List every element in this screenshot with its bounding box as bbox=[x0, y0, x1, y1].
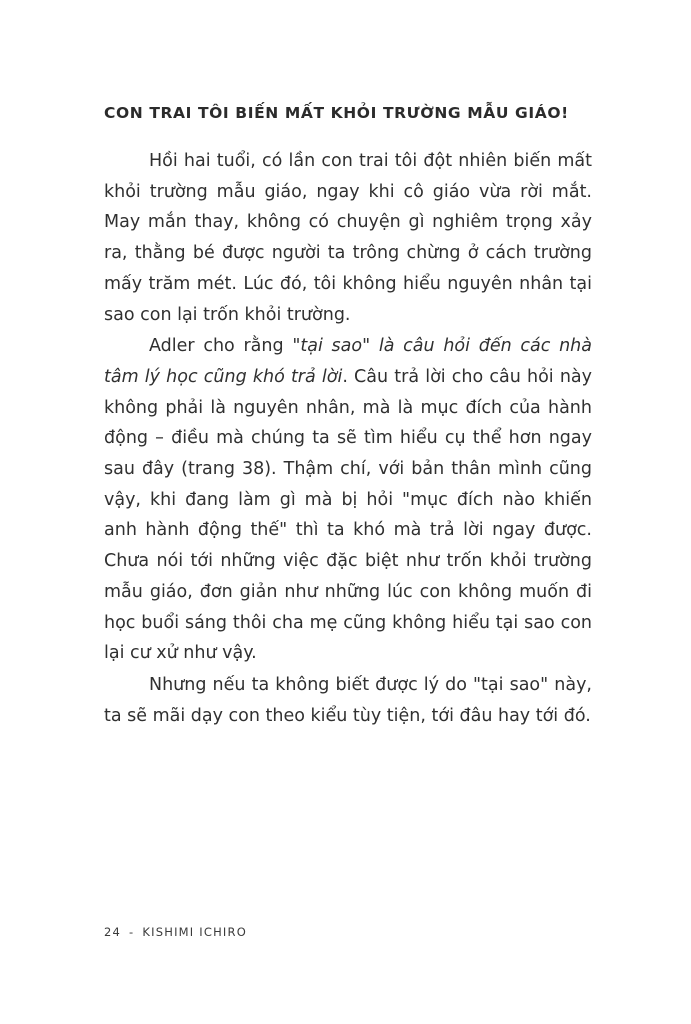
paragraph-2-italic: "tại sao" là câu hỏi đến các nhà tâm lý học cũng khó trả lời bbox=[104, 336, 592, 387]
paragraph-2-start: Adler cho rằng bbox=[149, 336, 293, 357]
body-text bbox=[104, 146, 592, 731]
paragraph-1: Hồi hai tuổi, có lần con trai tôi đột nhiên biến mất khỏi trường mẫu giáo, ngay khi cô giáo vừa rời mắt. May mắn thay, không có chuyện gì nghiêm trọng xảy ra, thằng bé được người ta trông chừng ở cách trường mấy trăm mét. Lúc đó, tôi không hiểu nguyên nhân tại sao con lại trốn khỏi trường. bbox=[104, 151, 592, 325]
page-number: 24 bbox=[104, 925, 122, 939]
author-name: KISHIMI ICHIRO bbox=[142, 925, 247, 939]
paragraph-3: Nhưng nếu ta không biết được lý do "tại sao" này, ta sẽ mãi dạy con theo kiểu tùy tiện, tới đâu hay tới đó. bbox=[104, 674, 592, 726]
paragraph-2 bbox=[104, 331, 592, 669]
footer-separator: - bbox=[129, 925, 135, 939]
page-footer bbox=[104, 925, 247, 939]
paragraph-2-end: . Câu trả lời cho câu hỏi này không phải là nguyên nhân, mà là mục đích của hành động – điều mà chúng ta sẽ tìm hiểu cụ thể hơn ngay sau đây (trang 38). Thậm chí, với bản thân mình cũng vậy, khi đang làm gì mà bị hỏi "mục đích nào khiến anh hành động thế" thì ta khó mà trả lời ngay được. Chưa nói tới những việc đặc biệt như trốn khỏi trường mẫu giáo, đơn giản như những lúc con không muốn đi học buổi sáng thôi cha mẹ cũng không hiểu tại sao con lại cư xử như vậy. bbox=[104, 366, 592, 664]
section-heading: CON TRAI TÔI BIẾN MẤT KHỎI TRƯỜNG MẪU GIÁO! bbox=[104, 104, 569, 122]
